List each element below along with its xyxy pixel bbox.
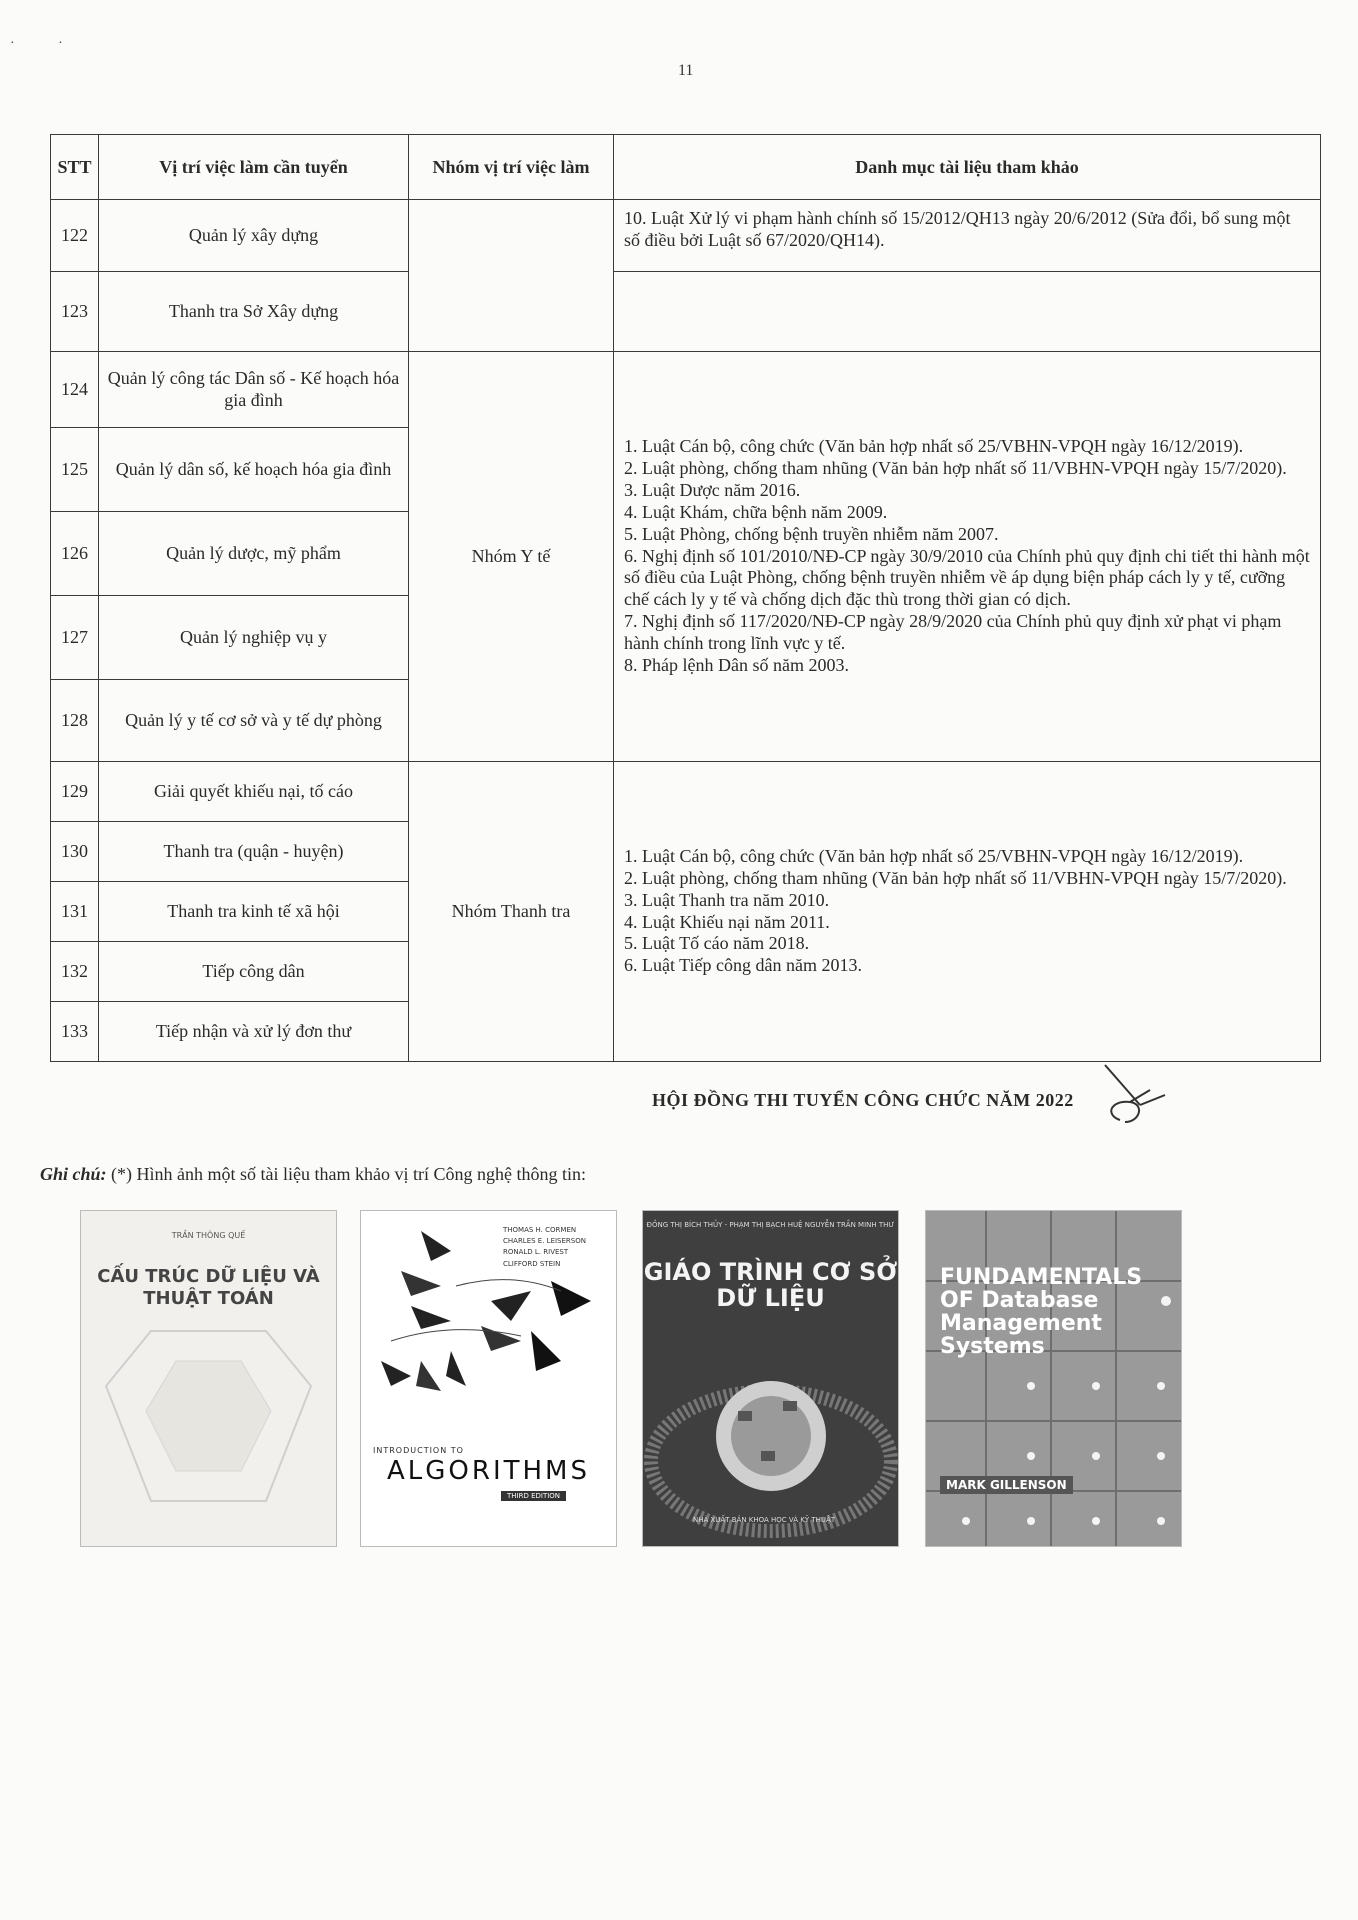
table-header-row	[51, 135, 1321, 200]
stt-cell: 129	[51, 762, 99, 822]
mobile-sculpture-icon	[361, 1211, 616, 1441]
group-cell: Nhóm Y tế	[409, 352, 614, 762]
docs-cell	[614, 352, 1321, 762]
stt-cell: 125	[51, 428, 99, 512]
group-cell	[409, 200, 614, 352]
position-cell: Quản lý xây dựng	[99, 200, 409, 272]
stt-cell: 133	[51, 1002, 99, 1062]
table-row	[51, 200, 1321, 272]
header-position: Vị trí việc làm cần tuyển	[99, 135, 409, 200]
book-author: ĐỒNG THỊ BÍCH THỦY - PHẠM THỊ BẠCH HUỆ NGUYỄN TRẦN MINH THƯ	[646, 1221, 895, 1229]
header-docs: Danh mục tài liệu tham khảo	[614, 135, 1321, 200]
position-cell: Tiếp công dân	[99, 942, 409, 1002]
book-author: MARK GILLENSON	[940, 1476, 1073, 1494]
council-title: HỘI ĐỒNG THI TUYỂN CÔNG CHỨC NĂM 2022	[652, 1090, 1074, 1110]
position-cell: Thanh tra kinh tế xã hội	[99, 882, 409, 942]
doc-item: 7. Nghị định số 117/2020/NĐ-CP ngày 28/9/2020 của Chính phủ quy định xử phạt vi phạm hành chính trong lĩnh vực y tế.	[624, 611, 1282, 654]
book-title: ALGORITHMS	[387, 1456, 590, 1486]
position-cell: Giải quyết khiếu nại, tố cáo	[99, 762, 409, 822]
table-row	[51, 352, 1321, 428]
position-cell: Thanh tra Sở Xây dựng	[99, 272, 409, 352]
book-cover-algorithms	[360, 1210, 617, 1547]
lockers-pattern-icon	[926, 1211, 1181, 1546]
table-row	[51, 762, 1321, 822]
scan-specks: · ·	[10, 36, 83, 51]
book-publisher: NHÀ XUẤT BẢN KHOA HỌC VÀ KỸ THUẬT	[693, 1516, 836, 1524]
stt-cell: 127	[51, 596, 99, 680]
stt-cell: 131	[51, 882, 99, 942]
position-cell: Quản lý y tế cơ sở và y tế dự phòng	[99, 680, 409, 762]
stt-cell: 132	[51, 942, 99, 1002]
doc-item: 5. Luật Tố cáo năm 2018.	[624, 933, 810, 954]
position-cell: Tiếp nhận và xử lý đơn thư	[99, 1002, 409, 1062]
book-author: TRẦN THÔNG QUẾ	[171, 1231, 246, 1240]
position-cell: Thanh tra (quận - huyện)	[99, 822, 409, 882]
stt-cell: 123	[51, 272, 99, 352]
docs-cell	[614, 200, 1321, 272]
doc-item: 3. Luật Dược năm 2016.	[624, 479, 801, 500]
note-text: (*) Hình ảnh một số tài liệu tham khảo vị trí Công nghệ thông tin:	[111, 1164, 586, 1184]
note	[40, 1164, 586, 1185]
stt-cell: 122	[51, 200, 99, 272]
book-subtitle: INTRODUCTION TO	[373, 1446, 464, 1455]
stt-cell: 130	[51, 822, 99, 882]
book-cover-data-structures	[80, 1210, 337, 1547]
position-cell: Quản lý dược, mỹ phẩm	[99, 512, 409, 596]
position-cell: Quản lý nghiệp vụ y	[99, 596, 409, 680]
doc-item: 2. Luật phòng, chống tham nhũng (Văn bản hợp nhất số 11/VBHN-VPQH ngày 15/7/2020).	[624, 457, 1287, 478]
header-group: Nhóm vị trí việc làm	[409, 135, 614, 200]
doc-item: 3. Luật Thanh tra năm 2010.	[624, 889, 830, 910]
book-cover-dbms	[925, 1210, 1182, 1547]
stt-cell: 128	[51, 680, 99, 762]
book-cover-database-textbook	[642, 1210, 899, 1547]
position-cell: Quản lý dân số, kế hoạch hóa gia đình	[99, 428, 409, 512]
octagon-pattern-icon	[81, 1211, 336, 1546]
book-covers	[80, 1210, 1210, 1550]
doc-item: 1. Luật Cán bộ, công chức (Văn bản hợp nhất số 25/VBHN-VPQH ngày 16/12/2019).	[624, 845, 1244, 866]
stt-cell: 124	[51, 352, 99, 428]
doc-item: 4. Luật Khiếu nại năm 2011.	[624, 911, 830, 932]
doc-item: 10. Luật Xử lý vi phạm hành chính số 15/2012/QH13 ngày 20/6/2012 (Sửa đổi, bổ sung một số điều bởi Luật số 67/2020/QH14).	[624, 208, 1291, 250]
book-title: FUNDAMENTALS OF Database Management Systems	[940, 1265, 1143, 1360]
doc-item: 4. Luật Khám, chữa bệnh năm 2009.	[624, 501, 888, 522]
stt-cell: 126	[51, 512, 99, 596]
page-number: 11	[678, 62, 694, 79]
reference-table	[50, 134, 1321, 1062]
globe-icon	[643, 1211, 898, 1546]
book-title: GIÁO TRÌNH CƠ SỞ DỮ LIỆU	[643, 1258, 898, 1313]
docs-cell-empty	[614, 272, 1321, 352]
doc-item: 6. Luật Tiếp công dân năm 2013.	[624, 955, 862, 976]
doc-item: 2. Luật phòng, chống tham nhũng (Văn bản hợp nhất số 11/VBHN-VPQH ngày 15/7/2020).	[624, 867, 1287, 888]
table-row	[51, 272, 1321, 352]
doc-item: 6. Nghị định số 101/2010/NĐ-CP ngày 30/9/2010 của Chính phủ quy định chi tiết thi hành một số điều của Luật Phòng, chống bệnh truyền nhiễm về áp dụng biện pháp cách ly y tế, cưỡng chế cách ly y tế và chống dịch đặc thù trong thời gian có dịch.	[624, 545, 1310, 610]
doc-item: 1. Luật Cán bộ, công chức (Văn bản hợp nhất số 25/VBHN-VPQH ngày 16/12/2019).	[624, 435, 1244, 456]
book-author: THOMAS H. CORMEN CHARLES E. LEISERSON RONALD L. RIVEST CLIFFORD STEIN	[503, 1226, 586, 1268]
doc-item: 8. Pháp lệnh Dân số năm 2003.	[624, 655, 849, 676]
note-label: Ghi chú:	[40, 1164, 107, 1184]
header-stt: STT	[51, 135, 99, 200]
docs-cell	[614, 762, 1321, 1062]
position-cell: Quản lý công tác Dân số - Kế hoạch hóa gia đình	[99, 352, 409, 428]
group-cell: Nhóm Thanh tra	[409, 762, 614, 1062]
doc-item: 5. Luật Phòng, chống bệnh truyền nhiễm năm 2007.	[624, 523, 999, 544]
book-edition: THIRD EDITION	[501, 1491, 566, 1501]
signature-mark	[1100, 1060, 1170, 1140]
book-title: CẤU TRÚC DỮ LIỆU VÀ THUẬT TOÁN	[97, 1266, 320, 1309]
